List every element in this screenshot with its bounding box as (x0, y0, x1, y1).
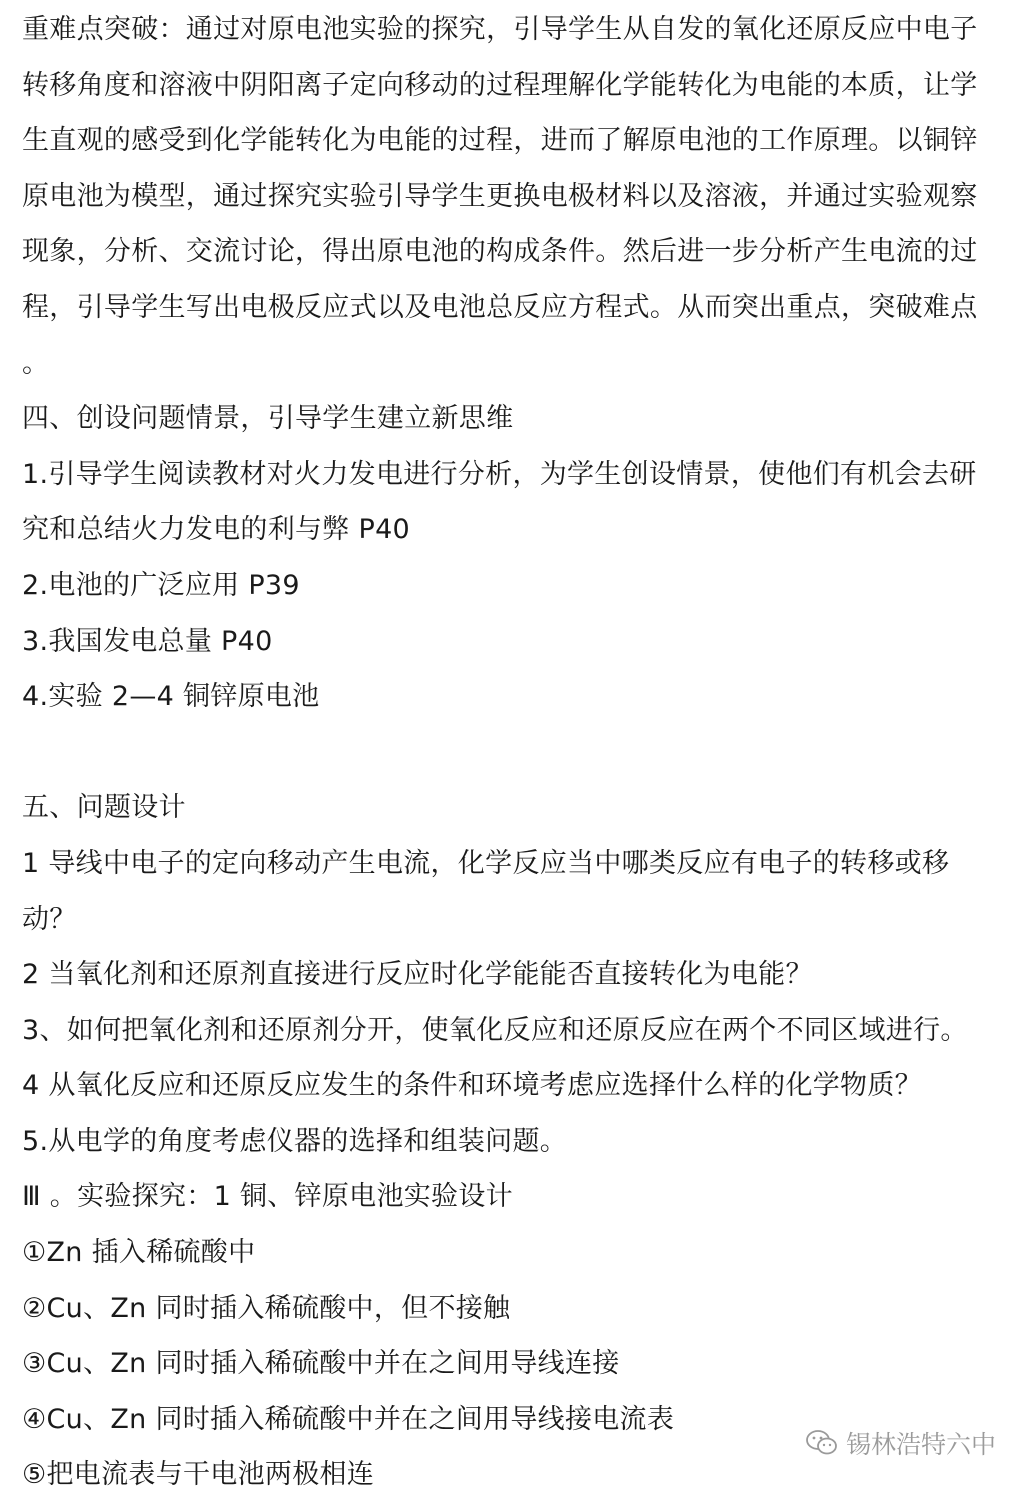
section-heading: 四、创设问题情景，引导学生建立新思维 (22, 403, 514, 435)
list-item: 5.从电学的角度考虑仪器的选择和组装问题。 (22, 1125, 568, 1157)
list-item: 1 导线中电子的定向移动产生电流，化学反应当中哪类反应有电子的转移或移 (22, 847, 950, 879)
list-item: 3、如何把氧化剂和还原剂分开，使氧化反应和还原反应在两个不同区域进行。 (22, 1014, 968, 1046)
list-item: ③Cu、Zn 同时插入稀硫酸中并在之间用导线连接 (22, 1348, 620, 1380)
text-line: 究和总结火力发电的利与弊 P40 (22, 514, 411, 546)
list-item: ②Cu、Zn 同时插入稀硫酸中，但不接触 (22, 1292, 511, 1324)
watermark-text: 锡林浩特六中 (845, 1430, 996, 1459)
list-item: ④Cu、Zn 同时插入稀硫酸中并在之间用导线接电流表 (22, 1403, 675, 1435)
list-item: 1.引导学生阅读教材对火力发电进行分析，为学生创设情景，使他们有机会去研 (22, 458, 977, 490)
text-line: 程，引导学生写出电极反应式以及电池总反应方程式。从而突出重点，突破难点 (22, 291, 978, 323)
text-line: 重难点突破：通过对原电池实验的探究，引导学生从自发的氧化还原反应中电子 (22, 14, 978, 45)
list-item: 2.电池的广泛应用 P39 (22, 569, 300, 601)
list-item: 4.实验 2—4 铜锌原电池 (22, 681, 320, 713)
text-line: 原电池为模型，通过探究实验引导学生更换电极材料以及溶液，并通过实验观察 (22, 180, 978, 212)
list-item: ①Zn 插入稀硫酸中 (22, 1237, 256, 1269)
document-body (22, 0, 1022, 1503)
list-item: 4 从氧化反应和还原反应发生的条件和环境考虑应选择什么样的化学物质？ (22, 1070, 922, 1102)
text-line: 。 (22, 347, 50, 379)
list-item: 3.我国发电总量 P40 (22, 625, 273, 657)
blank-line (22, 725, 1022, 781)
section-heading: 五、问题设计 (22, 792, 186, 824)
list-item: ⑤把电流表与干电池两极相连 (22, 1459, 375, 1491)
list-item: 2 当氧化剂和还原剂直接进行反应时化学能能否直接转化为电能？ (22, 959, 813, 991)
text-line: 现象，分析、交流讨论，得出原电池的构成条件。然后进一步分析产生电流的过 (22, 236, 978, 268)
text-line: 生直观的感受到化学能转化为电能的过程，进而了解原电池的工作原理。以铜锌 (22, 125, 978, 157)
wechat-icon (806, 1430, 838, 1456)
text-line: 转移角度和溶液中阴阳离子定向移动的过程理解化学能转化为电能的本质，让学 (22, 69, 978, 101)
watermark (806, 1425, 996, 1461)
section-heading: Ⅲ 。实验探究：1 铜、锌原电池实验设计 (22, 1181, 513, 1213)
text-line: 动？ (22, 903, 77, 935)
